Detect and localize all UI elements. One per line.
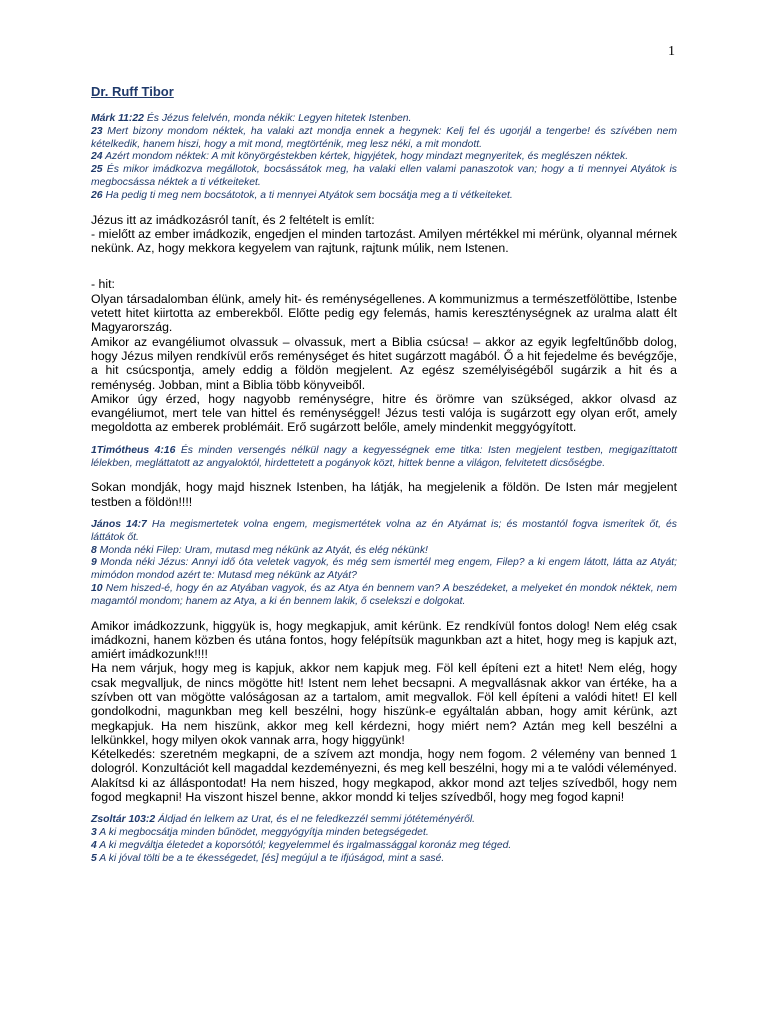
author-heading: Dr. Ruff Tibor — [91, 84, 174, 99]
verse-text: És Jézus felelvén, monda nékik: Legyen hitetek Istenben. — [143, 113, 412, 124]
verse-line — [91, 583, 677, 609]
paragraph: Ha nem várjuk, hogy meg is kapjuk, akkor nem kapjuk meg. Föl kell építeni ezt a hitet! Nem elég, hogy csak megvalljuk, de nincs mögötte hit! Istent nem lehet becsapni. A megvallásnak akkor van értéke, ha a szívben ott van mögötte valóságosan az a tartalom, amit megvallok. Föl kell építeni a valódi hitet! El kell gondolkodni, magunkban meg kell beszélni, hogy hiszünk-e egyáltalán abban, hogy amit kérünk, azt megkapjuk. Ha nem hiszünk, akkor meg kell kérdezni, hogy miért nem? Aztán meg kell beszélni a lelkünkkel, hogy milyen okok vannak arra, hogy higgyünk! — [91, 661, 677, 747]
verse-line — [91, 151, 677, 164]
verse-text: Ha megismertetek volna engem, megismertétek volna az én Atyámat is; és mostantól fogva ismeritek őt, és láttátok őt. — [91, 518, 677, 543]
verse-block-john — [91, 519, 677, 609]
verse-reference: 8 — [91, 544, 97, 556]
verse-text: Ha pedig ti meg nem bocsátotok, a ti mennyei Atyátok sem bocsátja meg a ti vétkeiteket. — [102, 189, 513, 201]
verse-text: És minden versengés nélkül nagy a kegyességnek eme titka: Isten megjelent testben, megigazíttatott lélekben, megláttatott az angyaloktól, hirdettetett a pogányok közt, hittek benne a világon, felvitetett dicsőségbe. — [91, 444, 678, 469]
commentary-block-2 — [91, 277, 677, 434]
verse-text: Nem hiszed-é, hogy én az Atyában vagyok, és az Atya én bennem van? A beszédeket, a melyeket én mondok néktek, nem magamtól mondom; hanem az Atya, a ki én bennem lakik, ő cselekszi e dolgokat. — [91, 582, 677, 607]
verse-line — [91, 545, 677, 558]
commentary-block-1 — [91, 213, 677, 256]
verse-reference: 23 — [91, 125, 103, 137]
verse-line — [91, 445, 677, 471]
verse-text: Monda néki Jézus: Annyi idő óta veletek vagyok, és még sem ismertél meg engem, Filep? a ki engem látott, látta az Atyát; mimódon mondod azért te: Mutasd meg nékünk az Atyát? — [91, 557, 677, 582]
document-body — [91, 84, 677, 876]
verse-reference: 1Timótheus 4:16 — [91, 444, 176, 456]
paragraph: - mielőtt az ember imádkozik, engedjen el minden tartozást. Amilyen mértékkel mi mérünk, olyannal mérnek nekünk. Az, hogy mekkora kegyelem van rajtunk, rajtunk múlik, nem Istenen. — [91, 226, 677, 256]
verse-text: Azért mondom néktek: A mit könyörgéstekben kértek, higyjétek, hogy mindazt megnyeritek, és meglészen néktek. — [102, 151, 629, 163]
verse-text: Mert bizony mondom néktek, ha valaki azt mondja ennek a hegynek: Kelj fel és ugorjál a tengerbe! és szívében nem kételkedik, hanem hiszi, hogy a mit mond, megtörténik, meg lesz néki, a mit mondott. — [91, 125, 677, 150]
verse-reference: Márk 11:22 — [91, 113, 144, 124]
verse-text: A ki jóval tölti be a te ékességedet, [és] megújul a te ifjúságod, mint a sasé. — [96, 852, 445, 864]
verse-reference: 4 — [91, 839, 97, 851]
verse-reference: 3 — [91, 827, 97, 839]
verse-block-mark — [91, 113, 677, 203]
page-number: 1 — [668, 44, 675, 59]
verse-text: A ki megbocsátja minden bűnödet, meggyógyítja minden betegségedet. — [96, 827, 429, 839]
verse-line — [91, 164, 677, 190]
verse-text: És mikor imádkozva megállotok, bocsássátok meg, ha valaki ellen valami panaszotok van; hogy a ti mennyei Atyátok is megbocsássa néktek a ti vétkeiteket. — [91, 164, 677, 188]
paragraph: Jézus itt az imádkozásról tanít, és 2 feltételt is említ: — [91, 212, 375, 227]
paragraph: Amikor az evangéliumot olvassuk – olvassuk, mert a Biblia csúcsa! – akkor az egyik legfeltűnőbb dolog, hogy Jézus milyen rendkívül erős reménységet és hitet sugárzott magából. Ő a hit fejedelme és bevégzője, a hit csúcspontja, amely eddig a földön megjelent. Az egész személyiségéből sugárzik a hit és a reménység. Jobban, mint a Biblia több könyveiből. — [91, 334, 677, 392]
verse-reference: 5 — [91, 852, 97, 864]
paragraph: Amikor úgy érzed, hogy nagyobb reménységre, hitre és örömre van szükséged, akkor olvasd az evangéliumot, mert tele van hittel és reménységgel! Jézus testi valója is sugárzott egy olyan erőt, amely megoldotta az emberek problémáit. Erő sugárzott belőle, amely mindenkit meggyógyított. — [91, 391, 677, 435]
verse-line — [91, 853, 677, 866]
verse-reference: Zsoltár 103:2 — [91, 814, 156, 826]
verse-line — [91, 840, 677, 853]
verse-reference: 9 — [91, 557, 97, 569]
verse-text: A ki megváltja életedet a koporsótól; kegyelemmel és irgalmassággal koronáz meg téged. — [96, 839, 512, 851]
verse-reference: 25 — [91, 164, 103, 176]
verse-line — [91, 557, 677, 583]
verse-reference: János 14:7 — [91, 518, 147, 530]
verse-line — [91, 814, 677, 827]
verse-line — [91, 827, 677, 840]
paragraph: Kételkedés: szeretném megkapni, de a szívem azt mondja, hogy nem fogom. 2 vélemény van benned 1 dologról. Konzultációt kell magaddal kezdeményezni, és meg kell beszélni, hogy mi a te valódi véleményed. Alakítsd ki az álláspontodat! Ha nem hiszed, hogy megkapod, akkor mond azt teljes szívedből, hogy nem fogod megkapni! Ha viszont hiszel benne, akkor mondd ki teljes szívedből, hogy meg fogod kapni! — [91, 747, 677, 805]
verse-reference: 10 — [91, 582, 103, 594]
paragraph: Sokan mondják, hogy majd hisznek Istenben, ha látják, ha megjelenik a földön. De Isten már megjelent testben a földön!!!! — [91, 480, 677, 509]
verse-reference: 24 — [91, 151, 103, 163]
commentary-block-4 — [91, 619, 677, 805]
commentary-block-3 — [91, 480, 677, 509]
paragraph: Olyan társadalomban élünk, amely hit- és reménységellenes. A kommunizmus a természetfölöttibe, Istenbe vetett hitet kiirtotta az emberekből. Előtte pedig egy felemás, hamis kereszténységnek az uralma alatt élt Magyarország. — [91, 291, 677, 335]
verse-text: Áldjad én lelkem az Urat, és el ne feledkezzél semmi jótéteményéről. — [155, 814, 476, 826]
verse-text: Monda néki Filep: Uram, mutasd meg nékünk az Atyát, és elég nékünk! — [96, 544, 428, 556]
verse-block-timothy — [91, 445, 677, 471]
verse-block-psalm — [91, 814, 677, 865]
verse-line — [91, 126, 677, 152]
paragraph: Amikor imádkozzunk, higgyük is, hogy megkapjuk, amit kérünk. Ez rendkívül fontos dolog! Nem elég csak imádkozni, hanem közben és utána fontos, hogy felépítsük magunkban azt a hitet, hogy meg is kapjuk azt, amiért imádkozunk!!!! — [91, 618, 677, 662]
verse-line — [91, 113, 677, 126]
verse-line — [91, 519, 677, 545]
paragraph: - hit: — [91, 277, 115, 292]
verse-line — [91, 190, 677, 203]
verse-reference: 26 — [91, 189, 103, 201]
